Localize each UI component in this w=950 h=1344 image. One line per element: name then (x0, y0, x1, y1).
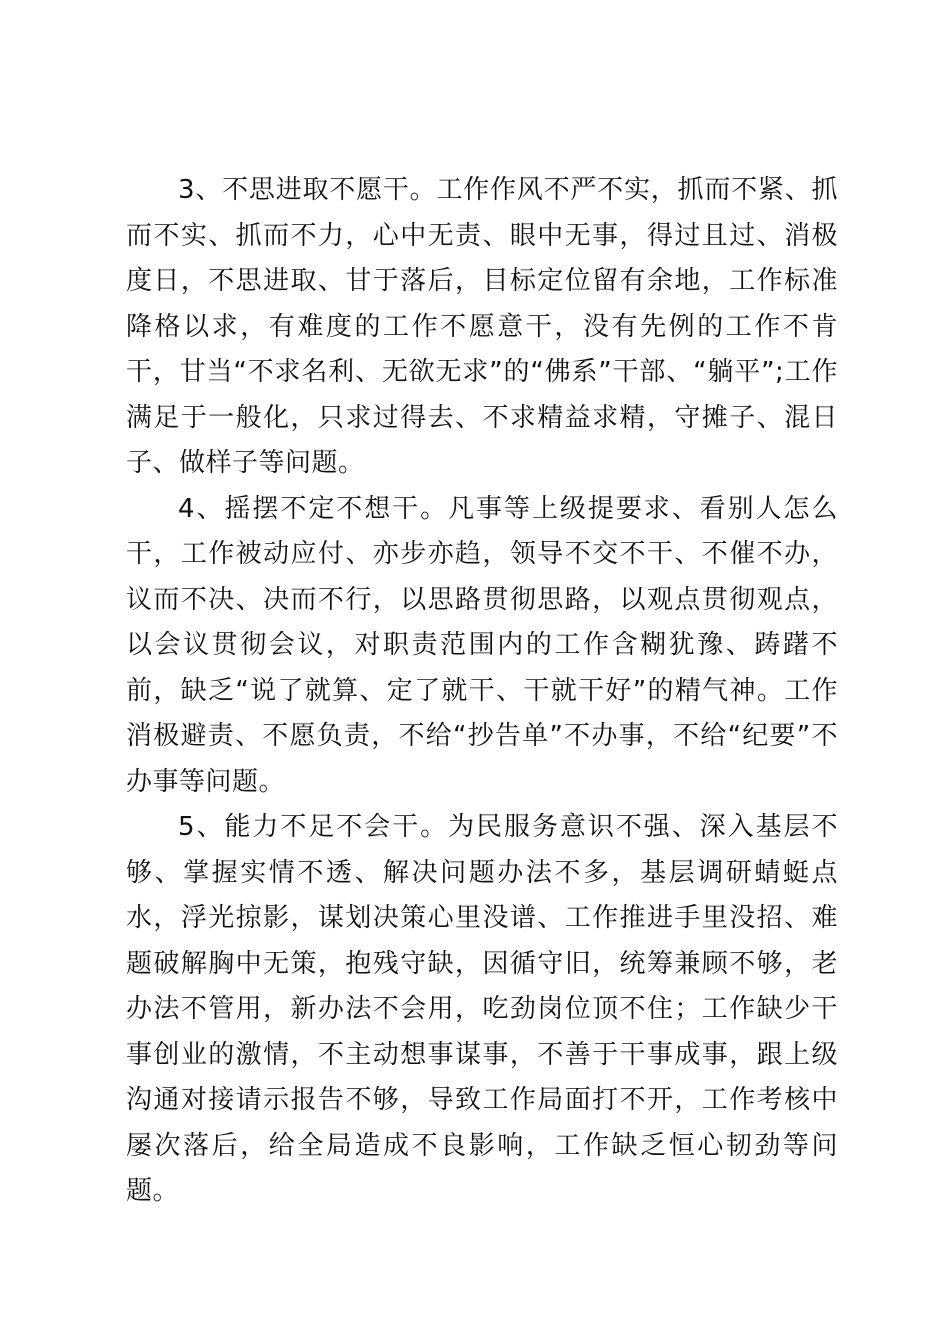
paragraph-3: 3、不思进取不愿干。工作作风不严不实，抓而不紧、抓而不实、抓而不力，心中无责、眼中无事，得过且过、消极度日，不思进取、甘于落后，目标定位留有余地，工作标准降格以求，有难度的工作不愿意干，没有先例的工作不肯干，甘当“不求名利、无欲无求”的“佛系”干部、“躺平”;工作满足于一般化，只求过得去、不求精益求精，守摊子、混日子、做样子等问题。 (126, 175, 838, 478)
document-body (126, 168, 838, 1215)
paragraph-4: 4、摇摆不定不想干。凡事等上级提要求、看别人怎么干，工作被动应付、亦步亦趋，领导不交不干、不催不办，议而不决、决而不行，以思路贯彻思路，以观点贯彻观点，以会议贯彻会议，对职责范围内的工作含糊犹豫、踌躇不前，缺乏“说了就算、定了就干、干就干好”的精气神。工作消极避责、不愿负责，不给“抄告单”不办事，不给“纪要”不办事等问题。 (126, 493, 838, 797)
paragraph-5: 5、能力不足不会干。为民服务意识不强、深入基层不够、掌握实情不透、解决问题办法不多，基层调研蜻蜓点水，浮光掠影，谋划决策心里没谱、工作推进手里没招、难题破解胸中无策，抱残守缺，因循守旧，统筹兼顾不够，老办法不管用，新办法不会用，吃劲岗位顶不住；工作缺少干事创业的激情，不主动想事谋事，不善于干事成事，跟上级沟通对接请示报告不够，导致工作局面打不开，工作考核中屡次落后，给全局造成不良影响，工作缺乏恒心韧劲等问题。 (126, 812, 838, 1206)
